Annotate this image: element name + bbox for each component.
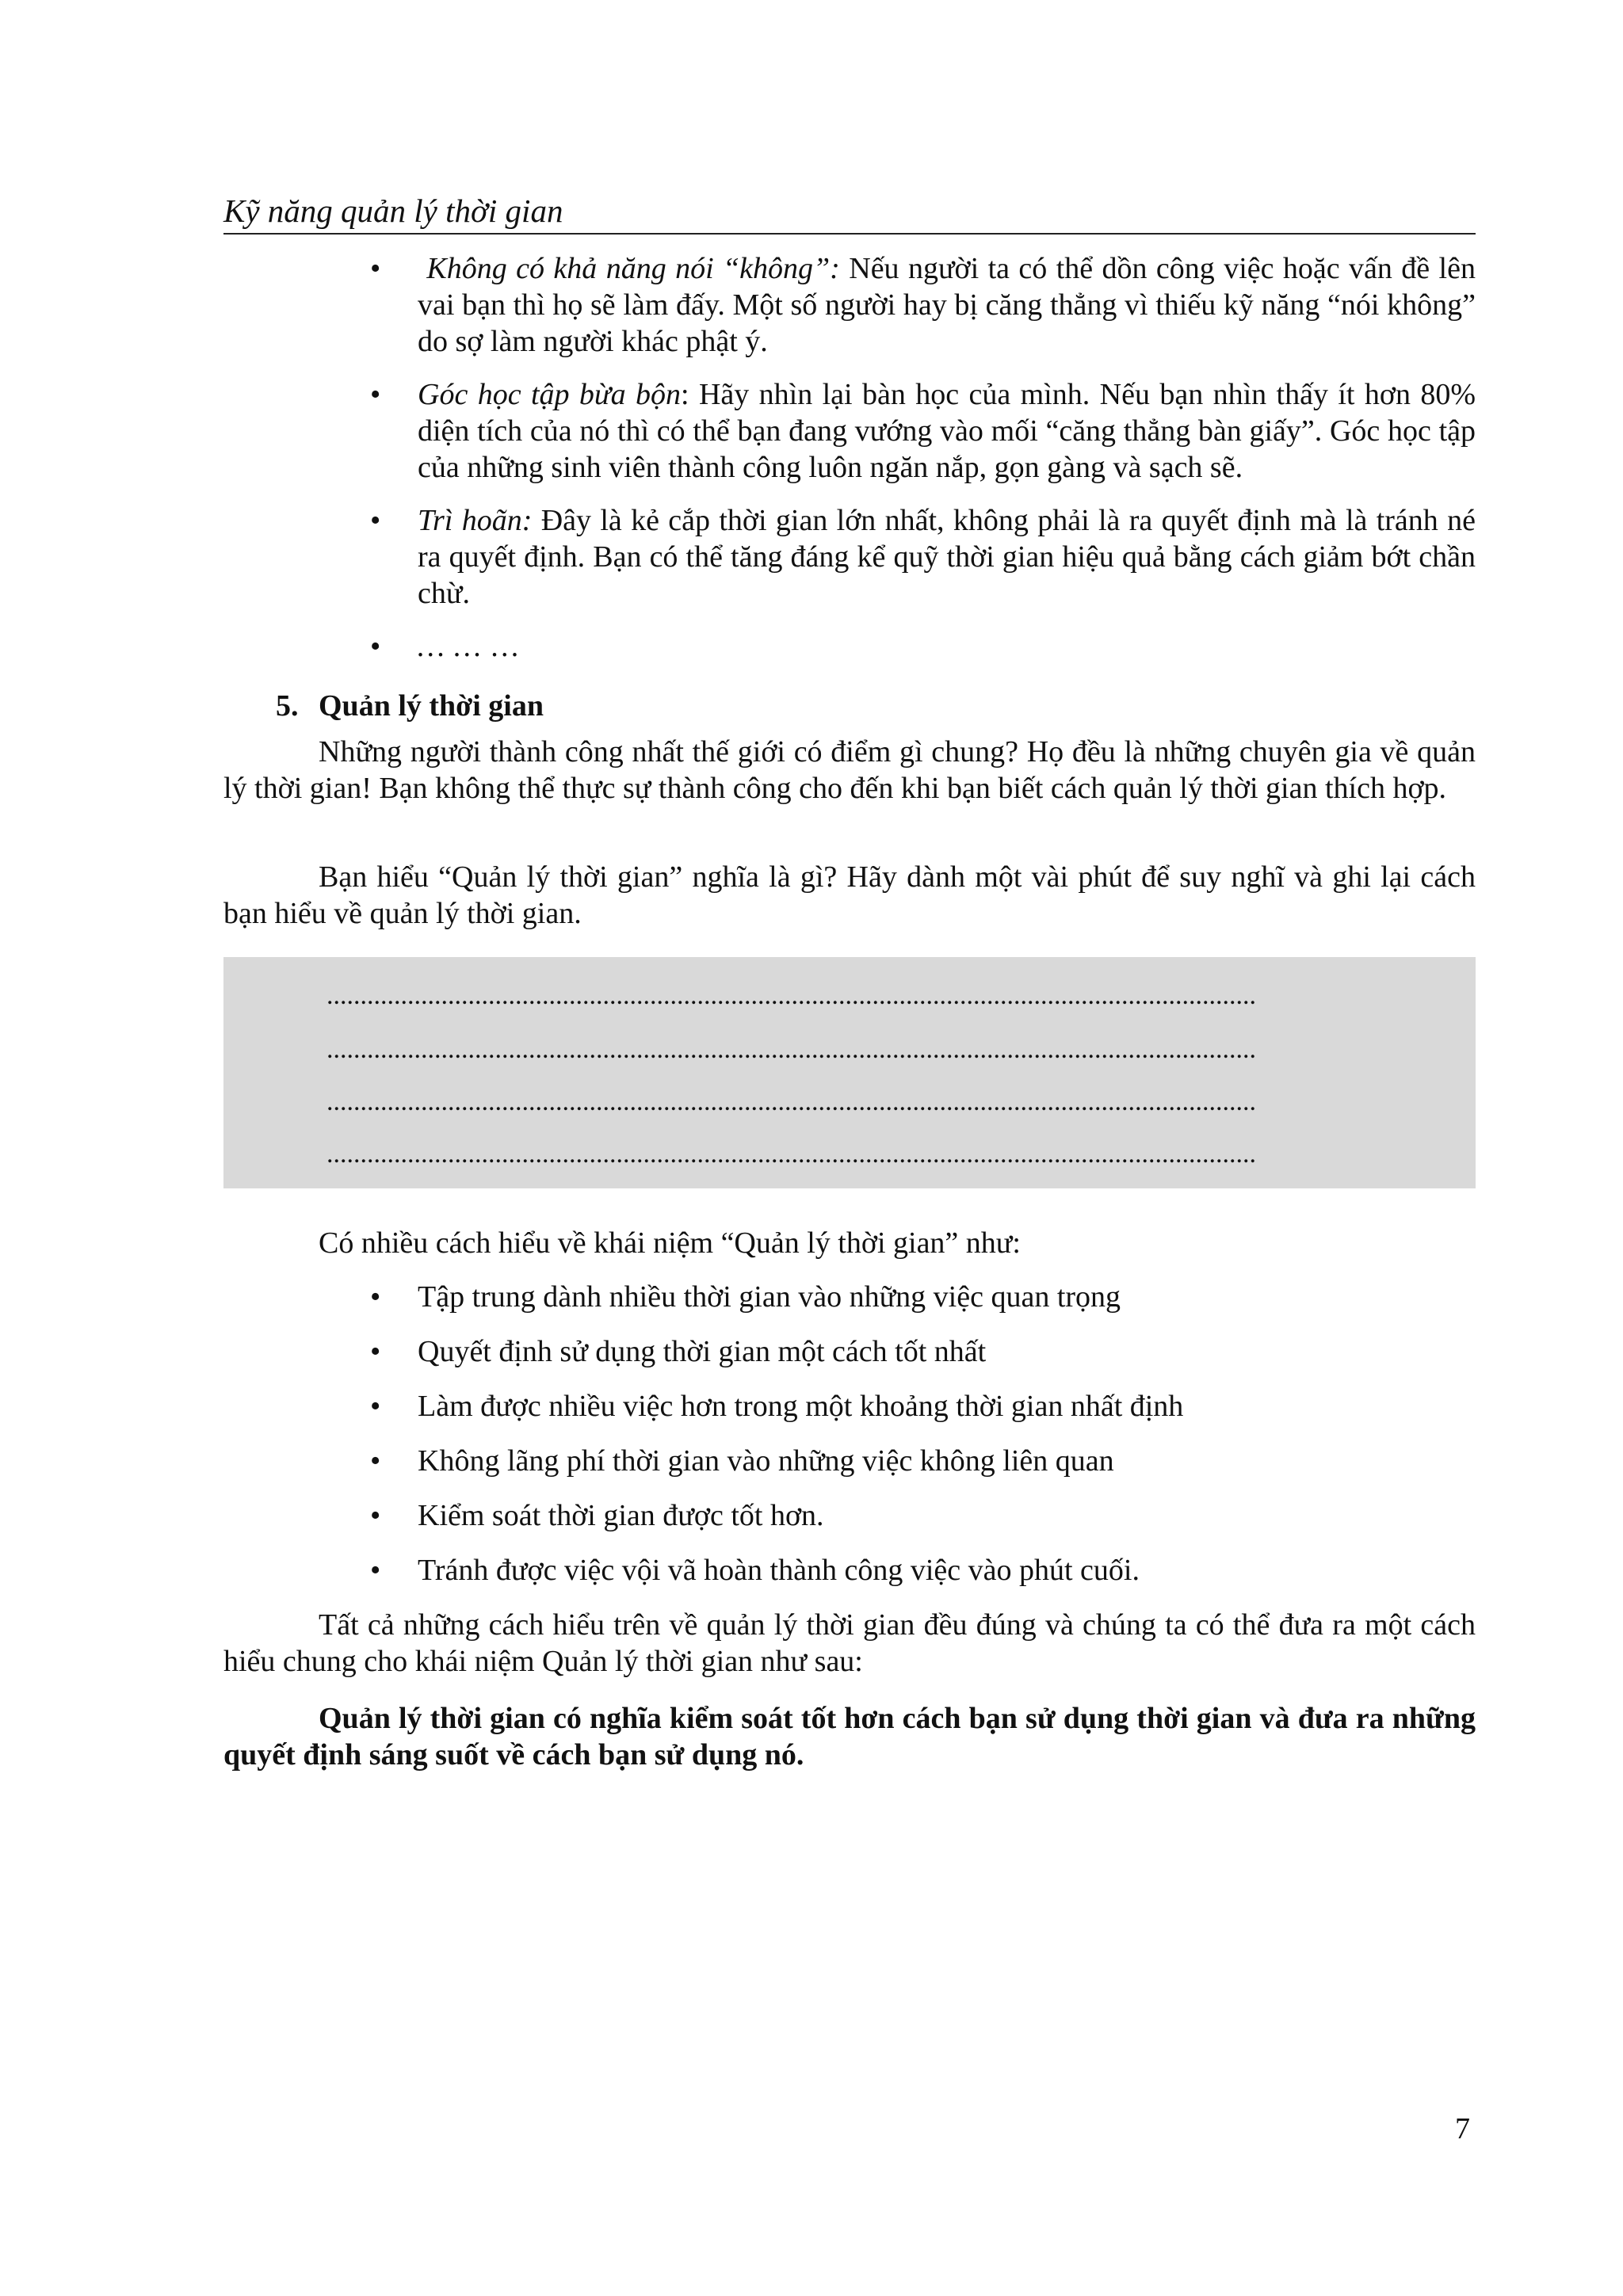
answer-line: .......................................................................................................................................... (327, 1035, 1256, 1064)
list-item-body: : Hãy nhìn lại bàn học của mình. Nếu bạn nhìn thấy ít hơn 80% diện tích của nó thì có thể bạn đang vướng vào mối “căng thẳng bàn giấy”. Góc học tập của những sinh viên thành công luôn ngăn nắp, gọn gàng và sạch sẽ. (418, 378, 1476, 484)
bullet-list-definitions (223, 1279, 1476, 1607)
list-item-body: … … (444, 630, 520, 663)
list-item-text: Làm được nhiều việc hơn trong một khoảng thời gian nhất định (418, 1390, 1184, 1423)
list-item (223, 1333, 1476, 1388)
running-header: Kỹ năng quản lý thời gian (223, 193, 563, 229)
bullet-icon: • (370, 1444, 381, 1478)
bullet-icon: • (370, 1390, 381, 1423)
section-title: Quản lý thời gian (319, 689, 544, 723)
list-item-text: Không lãng phí thời gian vào những việc không liên quan (418, 1444, 1114, 1478)
bullet-icon: • (370, 1335, 381, 1368)
list-item (223, 628, 1476, 665)
list-item-text: Kiểm soát thời gian được tốt hơn. (418, 1499, 824, 1532)
list-item-text: Tập trung dành nhiều thời gian vào những việc quan trọng (418, 1280, 1121, 1314)
list-item-text (418, 628, 1476, 665)
paragraph-question: Bạn hiểu “Quản lý thời gian” nghĩa là gì? Hãy dành một vài phút để suy nghĩ và ghi lại cách bạn hiểu về quản lý thời gian. (223, 860, 1476, 930)
list-item (223, 376, 1476, 486)
bullet-icon: • (370, 504, 381, 537)
answer-line: .......................................................................................................................................... (327, 1139, 1256, 1169)
section-number: 5. (276, 689, 299, 723)
bullet-icon: • (370, 1280, 381, 1314)
paragraph-definitions-intro: Có nhiều cách hiểu về khái niệm “Quản lý thời gian” như: (319, 1226, 1021, 1260)
list-item-text (418, 502, 1476, 612)
bullet-list-time-thieves (223, 250, 1476, 665)
list-item-text: Tránh được việc vội vã hoàn thành công việc vào phút cuối. (418, 1554, 1140, 1587)
list-item-lead: Góc học tập bừa bộn (418, 378, 682, 411)
answer-box (223, 957, 1476, 1188)
definition-statement: Quản lý thời gian có nghĩa kiểm soát tốt hơn cách bạn sử dụng thời gian và đưa ra những quyết định sáng suốt về cách bạn sử dụng nó. (223, 1702, 1476, 1772)
list-item-body: Nếu người ta có thể dồn công việc hoặc vấn đề lên vai bạn thì họ sẽ làm đấy. Một số người hay bị căng thẳng vì thiếu kỹ năng “nói không” do sợ làm người khác phật ý. (418, 252, 1476, 358)
list-item-text (418, 376, 1476, 486)
list-item (223, 1497, 1476, 1552)
list-item-text (418, 250, 1476, 360)
list-item (223, 1279, 1476, 1333)
bullet-icon: • (370, 1499, 381, 1532)
list-item-lead: Trì hoãn: (418, 504, 533, 537)
list-item-lead: … (418, 630, 445, 663)
section-heading (276, 688, 544, 724)
bullet-icon: • (370, 630, 381, 663)
answer-line: .......................................................................................................................................... (327, 981, 1256, 1010)
header-rule (223, 233, 1476, 235)
list-item (223, 1552, 1476, 1607)
bullet-icon: • (370, 378, 381, 411)
page-number: 7 (1455, 2112, 1470, 2145)
list-item (223, 1388, 1476, 1443)
list-item-body: Đây là kẻ cắp thời gian lớn nhất, không phải là ra quyết định mà là tránh né ra quyết định. Bạn có thể tăng đáng kể quỹ thời gian hiệu quả bằng cách giảm bớt chần chừ. (418, 504, 1476, 610)
list-item (223, 250, 1476, 360)
paragraph-summary: Tất cả những cách hiểu trên về quản lý thời gian đều đúng và chúng ta có thể đưa ra một cách hiểu chung cho khái niệm Quản lý thời gian như sau: (223, 1608, 1476, 1678)
answer-line: .......................................................................................................................................... (327, 1087, 1256, 1116)
list-item-lead: Không có khả năng nói “không”: (426, 252, 840, 285)
list-item (223, 502, 1476, 612)
list-item (223, 1443, 1476, 1497)
paragraph-intro: Những người thành công nhất thế giới có điểm gì chung? Họ đều là những chuyên gia về quản lý thời gian! Bạn không thể thực sự thành công cho đến khi bạn biết cách quản lý thời gian thích hợp. (223, 735, 1476, 805)
bullet-icon: • (370, 252, 381, 285)
list-item-text: Quyết định sử dụng thời gian một cách tốt nhất (418, 1335, 987, 1368)
bullet-icon: • (370, 1554, 381, 1587)
